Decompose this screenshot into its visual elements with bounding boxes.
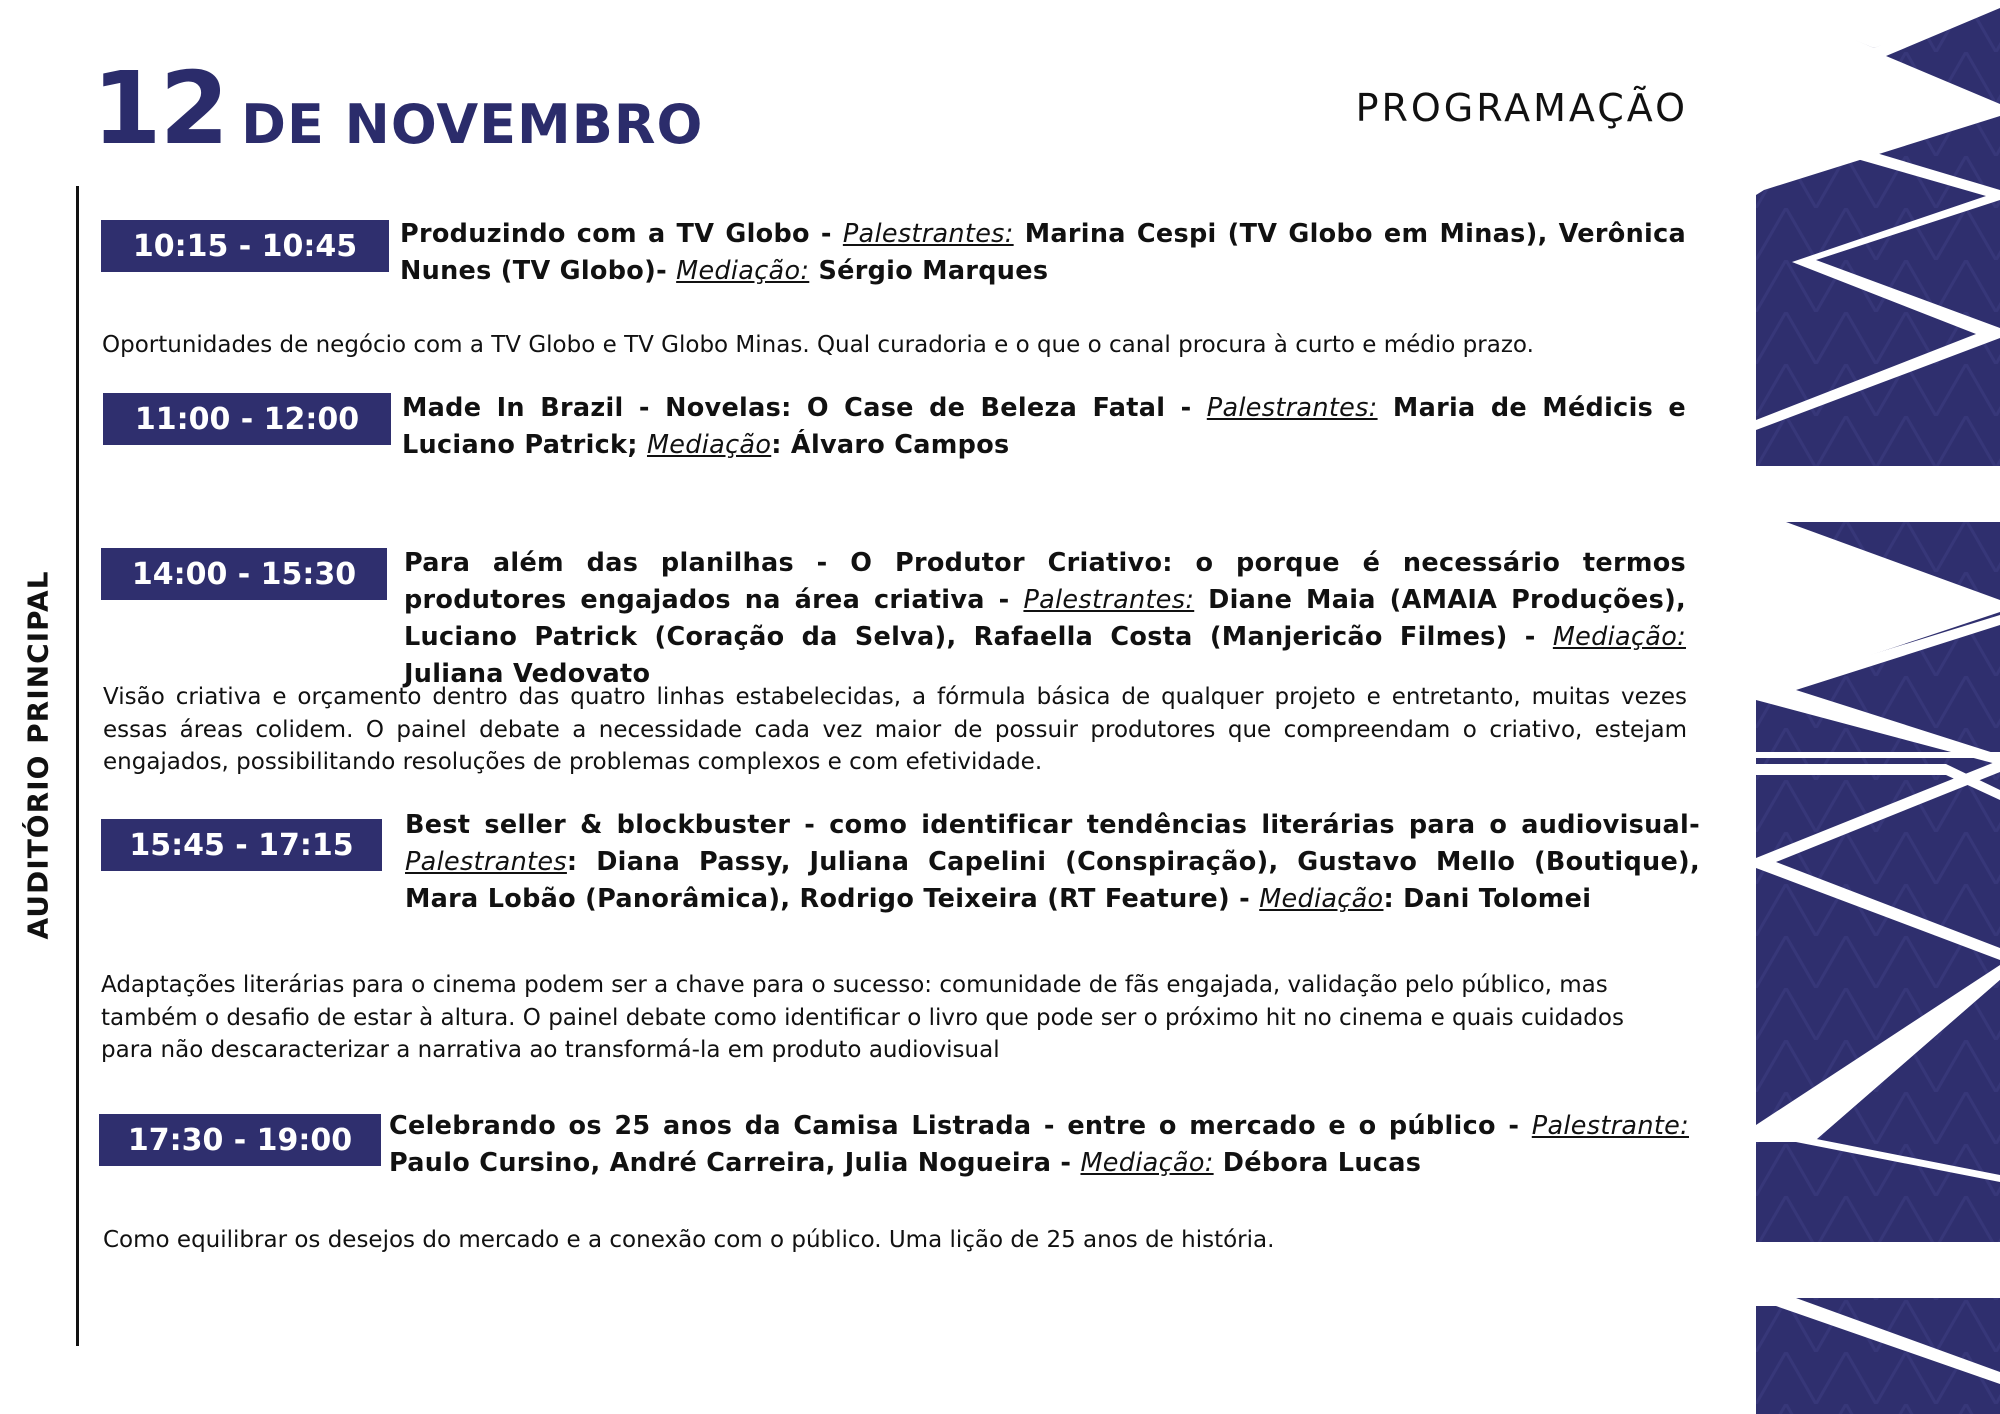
mediation-label: Mediação:	[676, 256, 810, 286]
session-description: Adaptações literárias para o cinema podem ser a chave para o sucesso: comunidade de fãs engajada, validação pelo público, mas também o desafio de estar à altura. O painel debate como identificar o livro que pode ser o próximo hit no cinema e quais cuidados para não descaracterizar a narrativa ao transformá-la em produto audiovisual	[101, 972, 1624, 1063]
mediation-label: Mediação	[646, 430, 772, 460]
mediator-name: Débora Lucas	[1213, 1148, 1422, 1178]
session-title	[405, 807, 1700, 918]
session-title-text: Made In Brazil - Novelas: O Case de Beleza Fatal -	[402, 393, 1207, 423]
session-title-text: Para além das planilhas - O Produtor Criativo: o porque é necessário termos produtores engajados na área criativa -	[404, 548, 1686, 615]
date-month: DE NOVEMBRO	[241, 93, 704, 156]
speakers-label: Palestrantes:	[1023, 585, 1195, 615]
mediator-name: : Dani Tolomei	[1383, 884, 1592, 914]
decor-block-2	[1756, 522, 2000, 1242]
vertical-divider	[76, 186, 79, 1346]
speakers-label: Palestrantes:	[1206, 393, 1378, 423]
date-day: 12	[92, 50, 228, 167]
session-time: 15:45 - 17:15	[101, 819, 382, 871]
speakers-label: Palestrantes:	[842, 219, 1014, 249]
session-title-text: Celebrando os 25 anos da Camisa Listrada - entre o mercado e o público -	[389, 1111, 1532, 1141]
session-time: 10:15 - 10:45	[101, 220, 389, 272]
speakers-list: Maria de Médicis e Luciano Patrick;	[402, 393, 1686, 460]
decorative-pattern	[1756, 0, 2000, 1414]
session-description: Visão criativa e orçamento dentro das quatro linhas estabelecidas, a fórmula básica de qualquer projeto e entretanto, muitas vezes essas áreas colidem. O painel debate a necessidade cada vez maior de possuir produtores que compreendam o criativo, estejam engajados, possibilitando resoluções de problemas complexos e com efetividade.	[103, 684, 1687, 775]
speakers-list: Paulo Cursino, André Carreira, Julia Nogueira -	[389, 1148, 1081, 1178]
decor-block-3	[1756, 1298, 2000, 1414]
session-title	[404, 545, 1686, 693]
mediator-name: Sérgio Marques	[809, 256, 1049, 286]
session-time: 17:30 - 19:00	[99, 1114, 381, 1166]
session-time: 14:00 - 15:30	[101, 548, 387, 600]
decor-block-1	[1756, 0, 2000, 466]
speakers-label: Palestrantes	[405, 847, 567, 877]
session-description: Como equilibrar os desejos do mercado e a conexão com o público. Uma lição de 25 anos de história.	[103, 1227, 1275, 1253]
session-title	[402, 390, 1686, 464]
speakers-list: Marina Cespi (TV Globo em Minas), Verônica Nunes (TV Globo)-	[400, 219, 1686, 286]
mediator-name: Juliana Vedovato	[404, 659, 651, 689]
session-title-text: Best seller & blockbuster - como identificar tendências literárias para o audiovisual-	[405, 810, 1700, 840]
section-title: PROGRAMAÇÃO	[1355, 86, 1688, 130]
mediation-label: Mediação	[1259, 884, 1384, 914]
speakers-label: Palestrante:	[1531, 1111, 1689, 1141]
speakers-list: : Diana Passy, Juliana Capelini (Conspiração), Gustavo Mello (Boutique), Mara Lobão (Panorâmica), Rodrigo Teixeira (RT Feature) -	[405, 847, 1700, 914]
mediation-label: Mediação:	[1552, 622, 1686, 652]
session-title-text: Produzindo com a TV Globo -	[400, 219, 843, 249]
speakers-list: Diane Maia (AMAIA Produções), Luciano Patrick (Coração da Selva), Rafaella Costa (Manjericão Filmes) -	[404, 585, 1687, 652]
session-description: Oportunidades de negócio com a TV Globo e TV Globo Minas. Qual curadoria e o que o canal procura à curto e médio prazo.	[102, 332, 1534, 358]
session-title	[389, 1108, 1689, 1182]
mediation-label: Mediação:	[1080, 1148, 1214, 1178]
venue-label-text: AUDITÓRIO PRINCIPAL	[21, 570, 55, 940]
session-time: 11:00 - 12:00	[103, 393, 391, 445]
session-title	[400, 216, 1686, 290]
mediator-name: : Álvaro Campos	[771, 430, 1010, 460]
page-date	[92, 50, 703, 167]
